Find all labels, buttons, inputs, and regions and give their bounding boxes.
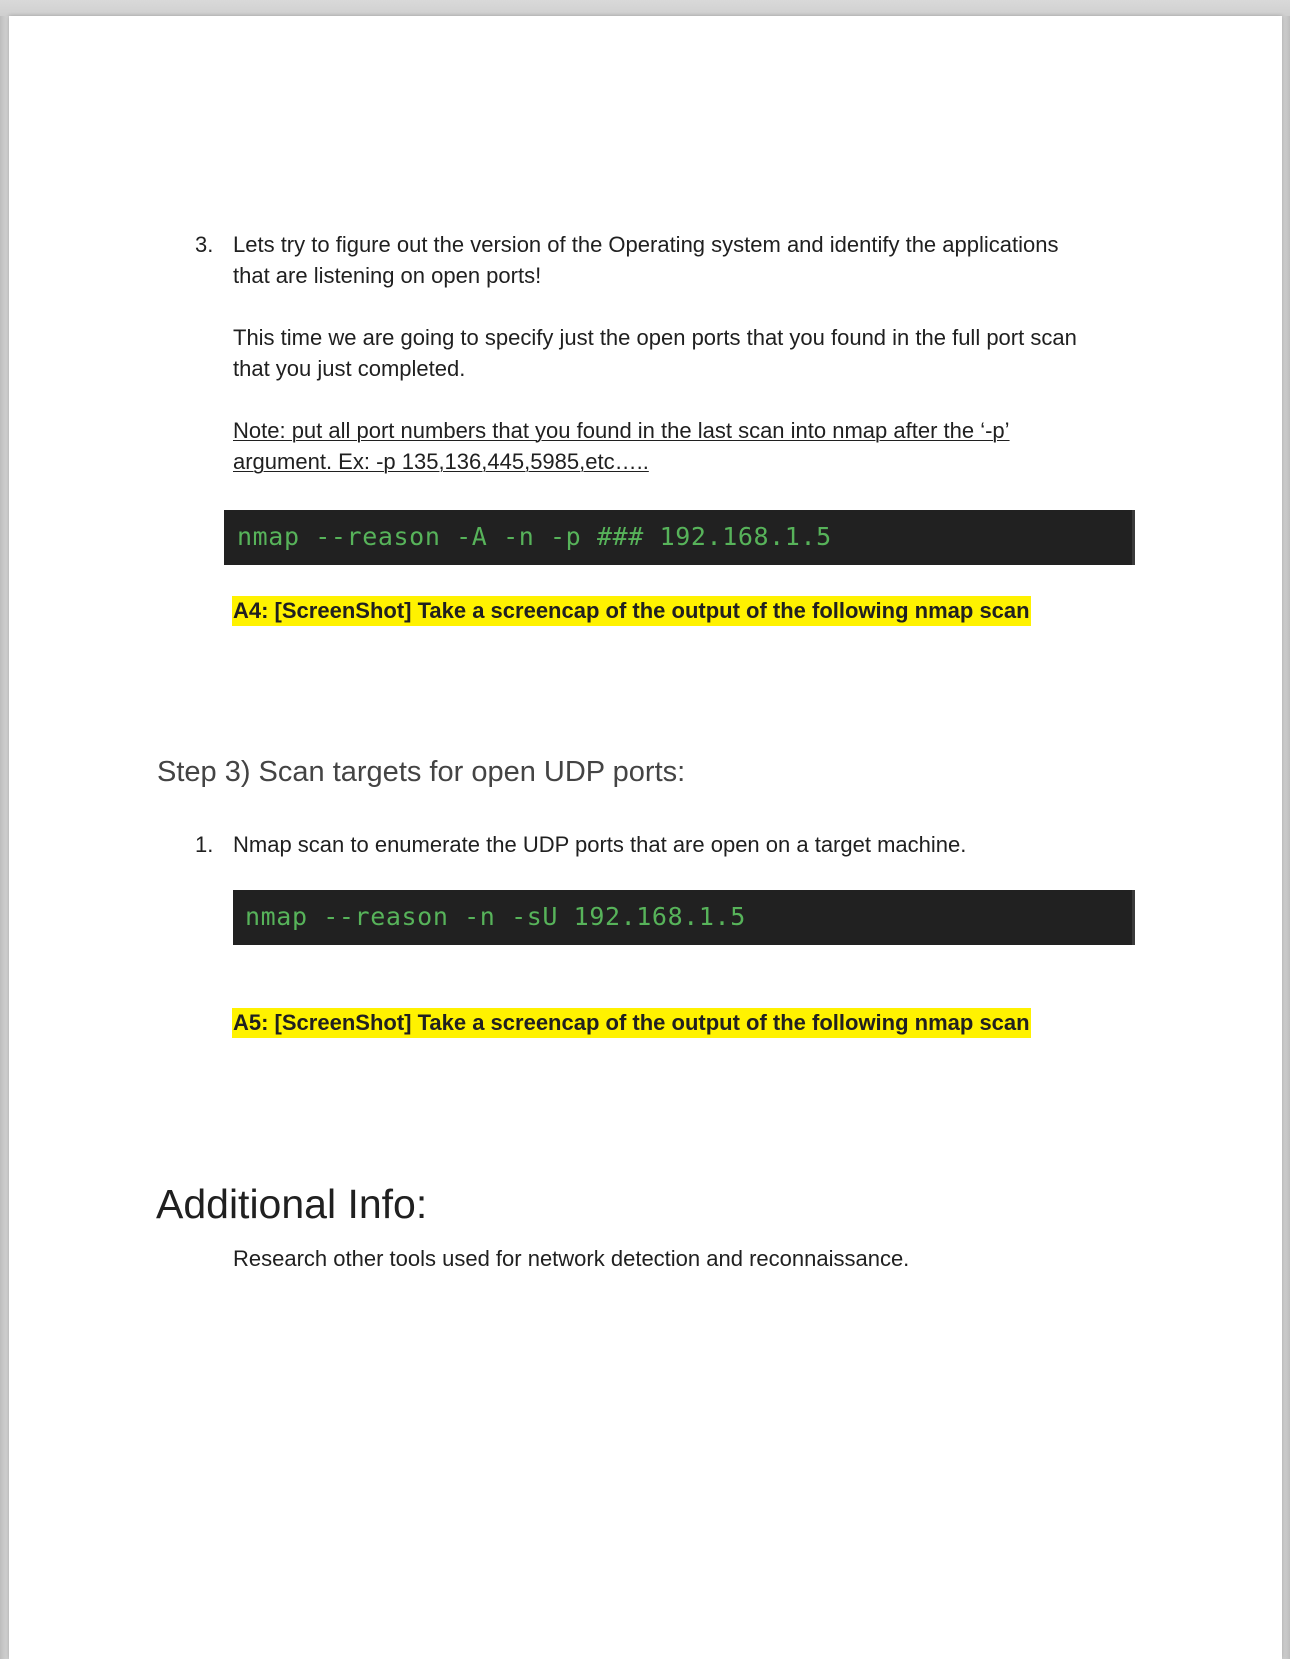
additional-info-heading: Additional Info:	[156, 1181, 428, 1227]
note-line-1: Note: put all port numbers that you found in the last scan into nmap after the ‘-p’	[233, 418, 1010, 443]
code-block-udp-scan	[233, 890, 1135, 945]
item-3-line-2: that are listening on open ports!	[233, 263, 542, 288]
answer-a4-highlight: A4: [ScreenShot] Take a screencap of the output of the following nmap scan	[232, 596, 1031, 626]
additional-info-text: Research other tools used for network detection and reconnaissance.	[233, 1246, 910, 1271]
item-3-line-1: Lets try to figure out the version of the Operating system and identify the applications	[233, 232, 1059, 257]
answer-a5-highlight: A5: [ScreenShot] Take a screencap of the output of the following nmap scan	[232, 1008, 1031, 1038]
code-block-aggressive-scan	[224, 510, 1135, 565]
document-page	[9, 16, 1282, 1659]
code-command-aggressive-scan: nmap --reason -A -n -p ### 192.168.1.5	[237, 522, 832, 551]
viewer-top-bar	[0, 0, 1290, 16]
paragraph-line-1: This time we are going to specify just the open ports that you found in the full port scan	[233, 325, 1077, 350]
list-number-3: 3.	[195, 232, 214, 257]
step-3-heading: Step 3) Scan targets for open UDP ports:	[157, 756, 686, 788]
paragraph-line-2: that you just completed.	[233, 356, 466, 381]
note-line-2: argument. Ex: -p 135,136,445,5985,etc…..	[233, 449, 649, 474]
item-1-text: Nmap scan to enumerate the UDP ports that are open on a target machine.	[233, 832, 967, 857]
code-command-udp-scan: nmap --reason -n -sU 192.168.1.5	[245, 902, 746, 931]
list-number-1: 1.	[195, 832, 214, 857]
